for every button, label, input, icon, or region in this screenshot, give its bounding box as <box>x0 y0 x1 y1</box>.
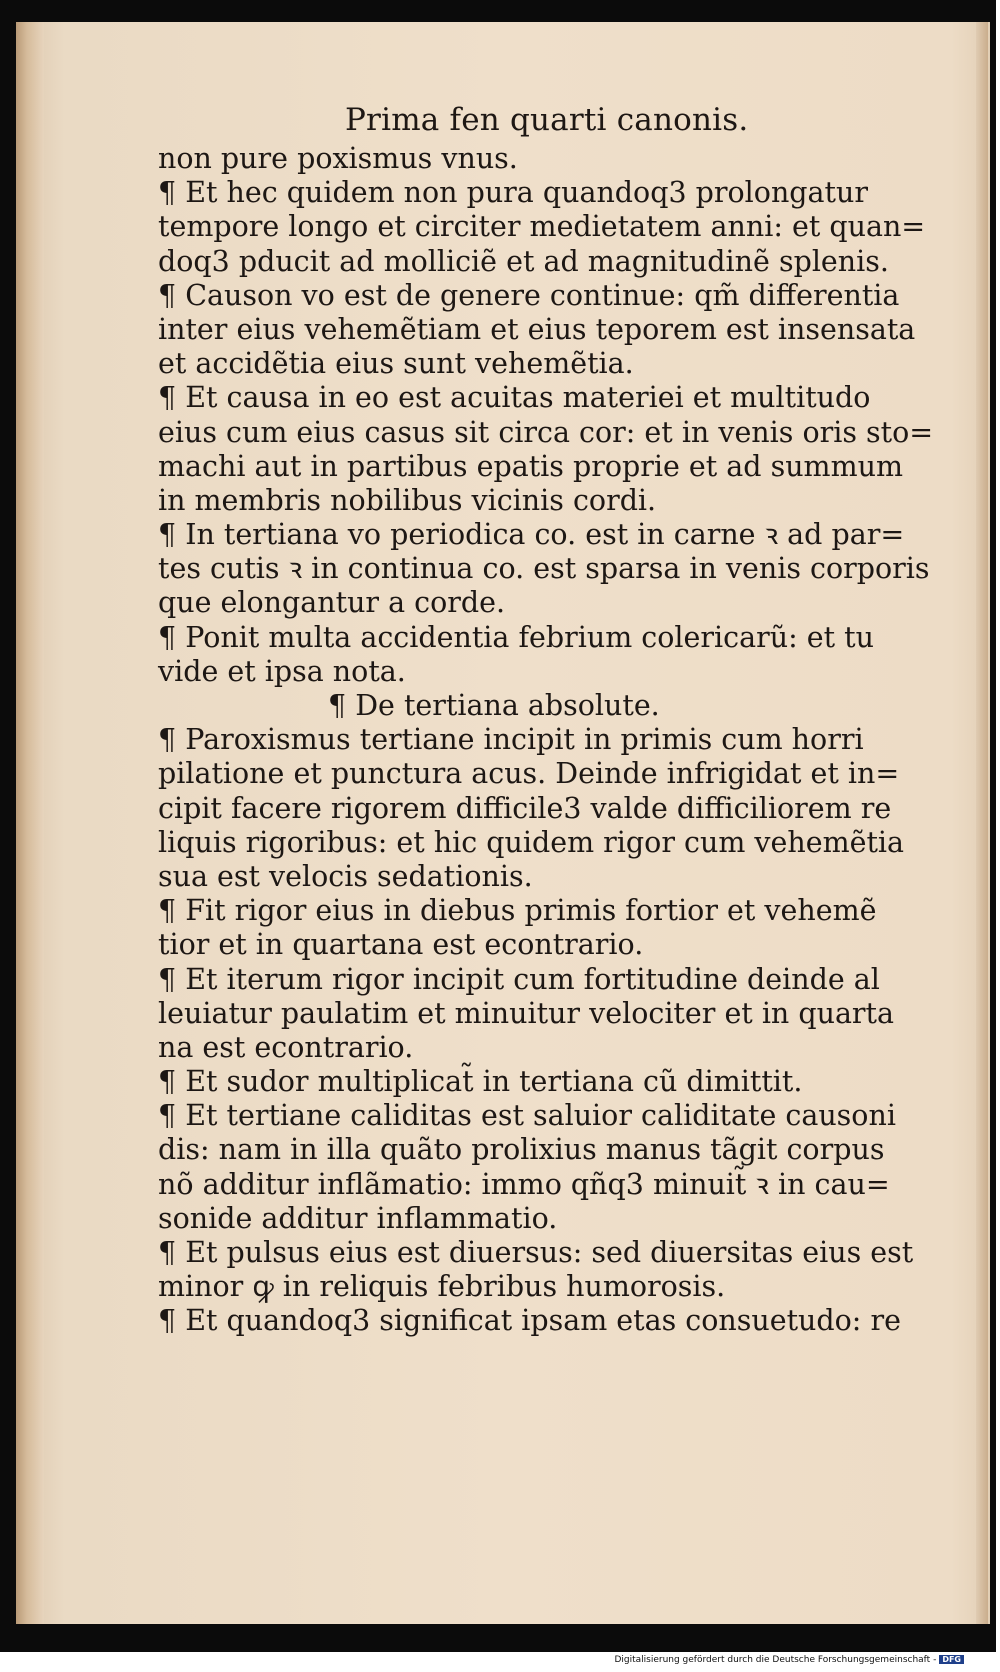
text-line: tior et in quartana est econtrario. <box>158 928 644 962</box>
page-fore-edge <box>976 22 988 1624</box>
text-line: ¶ Et quandoq3 significat ipsam etas consuetudo: re <box>158 1304 901 1338</box>
credit-text: Digitalisierung gefördert durch die Deutsche Forschungsgemeinschaft - <box>614 1655 937 1665</box>
dfg-logo: DFG <box>939 1655 964 1664</box>
text-line: ¶ Causon vo est de genere continue: qm̃ differentia <box>158 278 900 312</box>
text-line: ¶ Et causa in eo est acuitas materiei et multitudo <box>158 381 871 415</box>
running-head: Prima fen quarti canonis. <box>345 102 749 138</box>
text-line: doq3 pducit ad molliciẽ et ad magnitudinẽ splenis. <box>158 244 889 278</box>
text-line: liquis rigoribus: et hic quidem rigor cum vehemẽtia <box>158 825 905 859</box>
text-line: machi aut in partibus epatis proprie et ad summum <box>158 449 903 483</box>
text-line: leuiatur paulatim et minuitur velociter et in quarta <box>158 996 895 1030</box>
text-line: pilatione et punctura acus. Deinde infrigidat et in= <box>158 757 900 791</box>
text-line: eius cum eius casus sit circa cor: et in venis oris sto= <box>158 415 934 449</box>
text-line: tes cutis ꝛ in continua co. est sparsa in venis corporis <box>158 552 930 586</box>
text-line: non pure poxismus vnus. <box>158 142 518 175</box>
text-line: ¶ Fit rigor eius in diebus primis fortior et vehemẽ <box>158 894 877 928</box>
text-line: minor ꝙ in reliquis febribus humorosis. <box>158 1270 726 1304</box>
digitization-credit <box>614 1655 964 1665</box>
text-line: vide et ipsa nota. <box>158 654 406 688</box>
body-text <box>158 142 934 1339</box>
text-line: nõ additur inflãmatio: immo qñq3 minuit̃ ꝛ in cau= <box>158 1167 890 1201</box>
text-line: ¶ In tertiana vo periodica co. est in carne ꝛ ad par= <box>158 518 905 552</box>
text-line: in membris nobilibus vicinis cordi. <box>158 483 657 517</box>
text-line: dis: nam in illa quãto prolixius manus tãgit corpus <box>158 1133 885 1167</box>
text-line: sonide additur inflammatio. <box>158 1201 558 1235</box>
text-line: ¶ Paroxismus tertiane incipit in primis cum horri <box>158 723 864 757</box>
text-line: ¶ Et iterum rigor incipit cum fortitudine deinde al <box>158 962 880 996</box>
text-line: na est econtrario. <box>158 1030 414 1064</box>
text-line: cipit facere rigorem difficile3 valde difficiliorem re <box>158 791 892 825</box>
text-line: ¶ Et sudor multiplicat̃ in tertiana cũ dimittit. <box>158 1065 803 1099</box>
text-line: ¶ Et tertiane caliditas est saluior caliditate causoni <box>158 1099 896 1133</box>
text-line: et accidẽtia eius sunt vehemẽtia. <box>158 347 634 381</box>
text-line: ¶ Ponit multa accidentia febrium colericarũ: et tu <box>158 620 874 654</box>
text-line: sua est velocis sedationis. <box>158 859 533 893</box>
page-binding-edge <box>16 22 44 1624</box>
text-line: ¶ Et hec quidem non pura quandoq3 prolongatur <box>158 176 868 210</box>
text-line: que elongantur a corde. <box>158 586 506 620</box>
section-heading: ¶ De tertiana absolute. <box>328 689 660 722</box>
text-line: tempore longo et circiter medietatem anni: et quan= <box>158 210 926 244</box>
text-line: ¶ Et pulsus eius est diuersus: sed diuersitas eius est <box>158 1236 914 1269</box>
text-line: inter eius vehemẽtiam et eius teporem est insensata <box>158 312 916 346</box>
